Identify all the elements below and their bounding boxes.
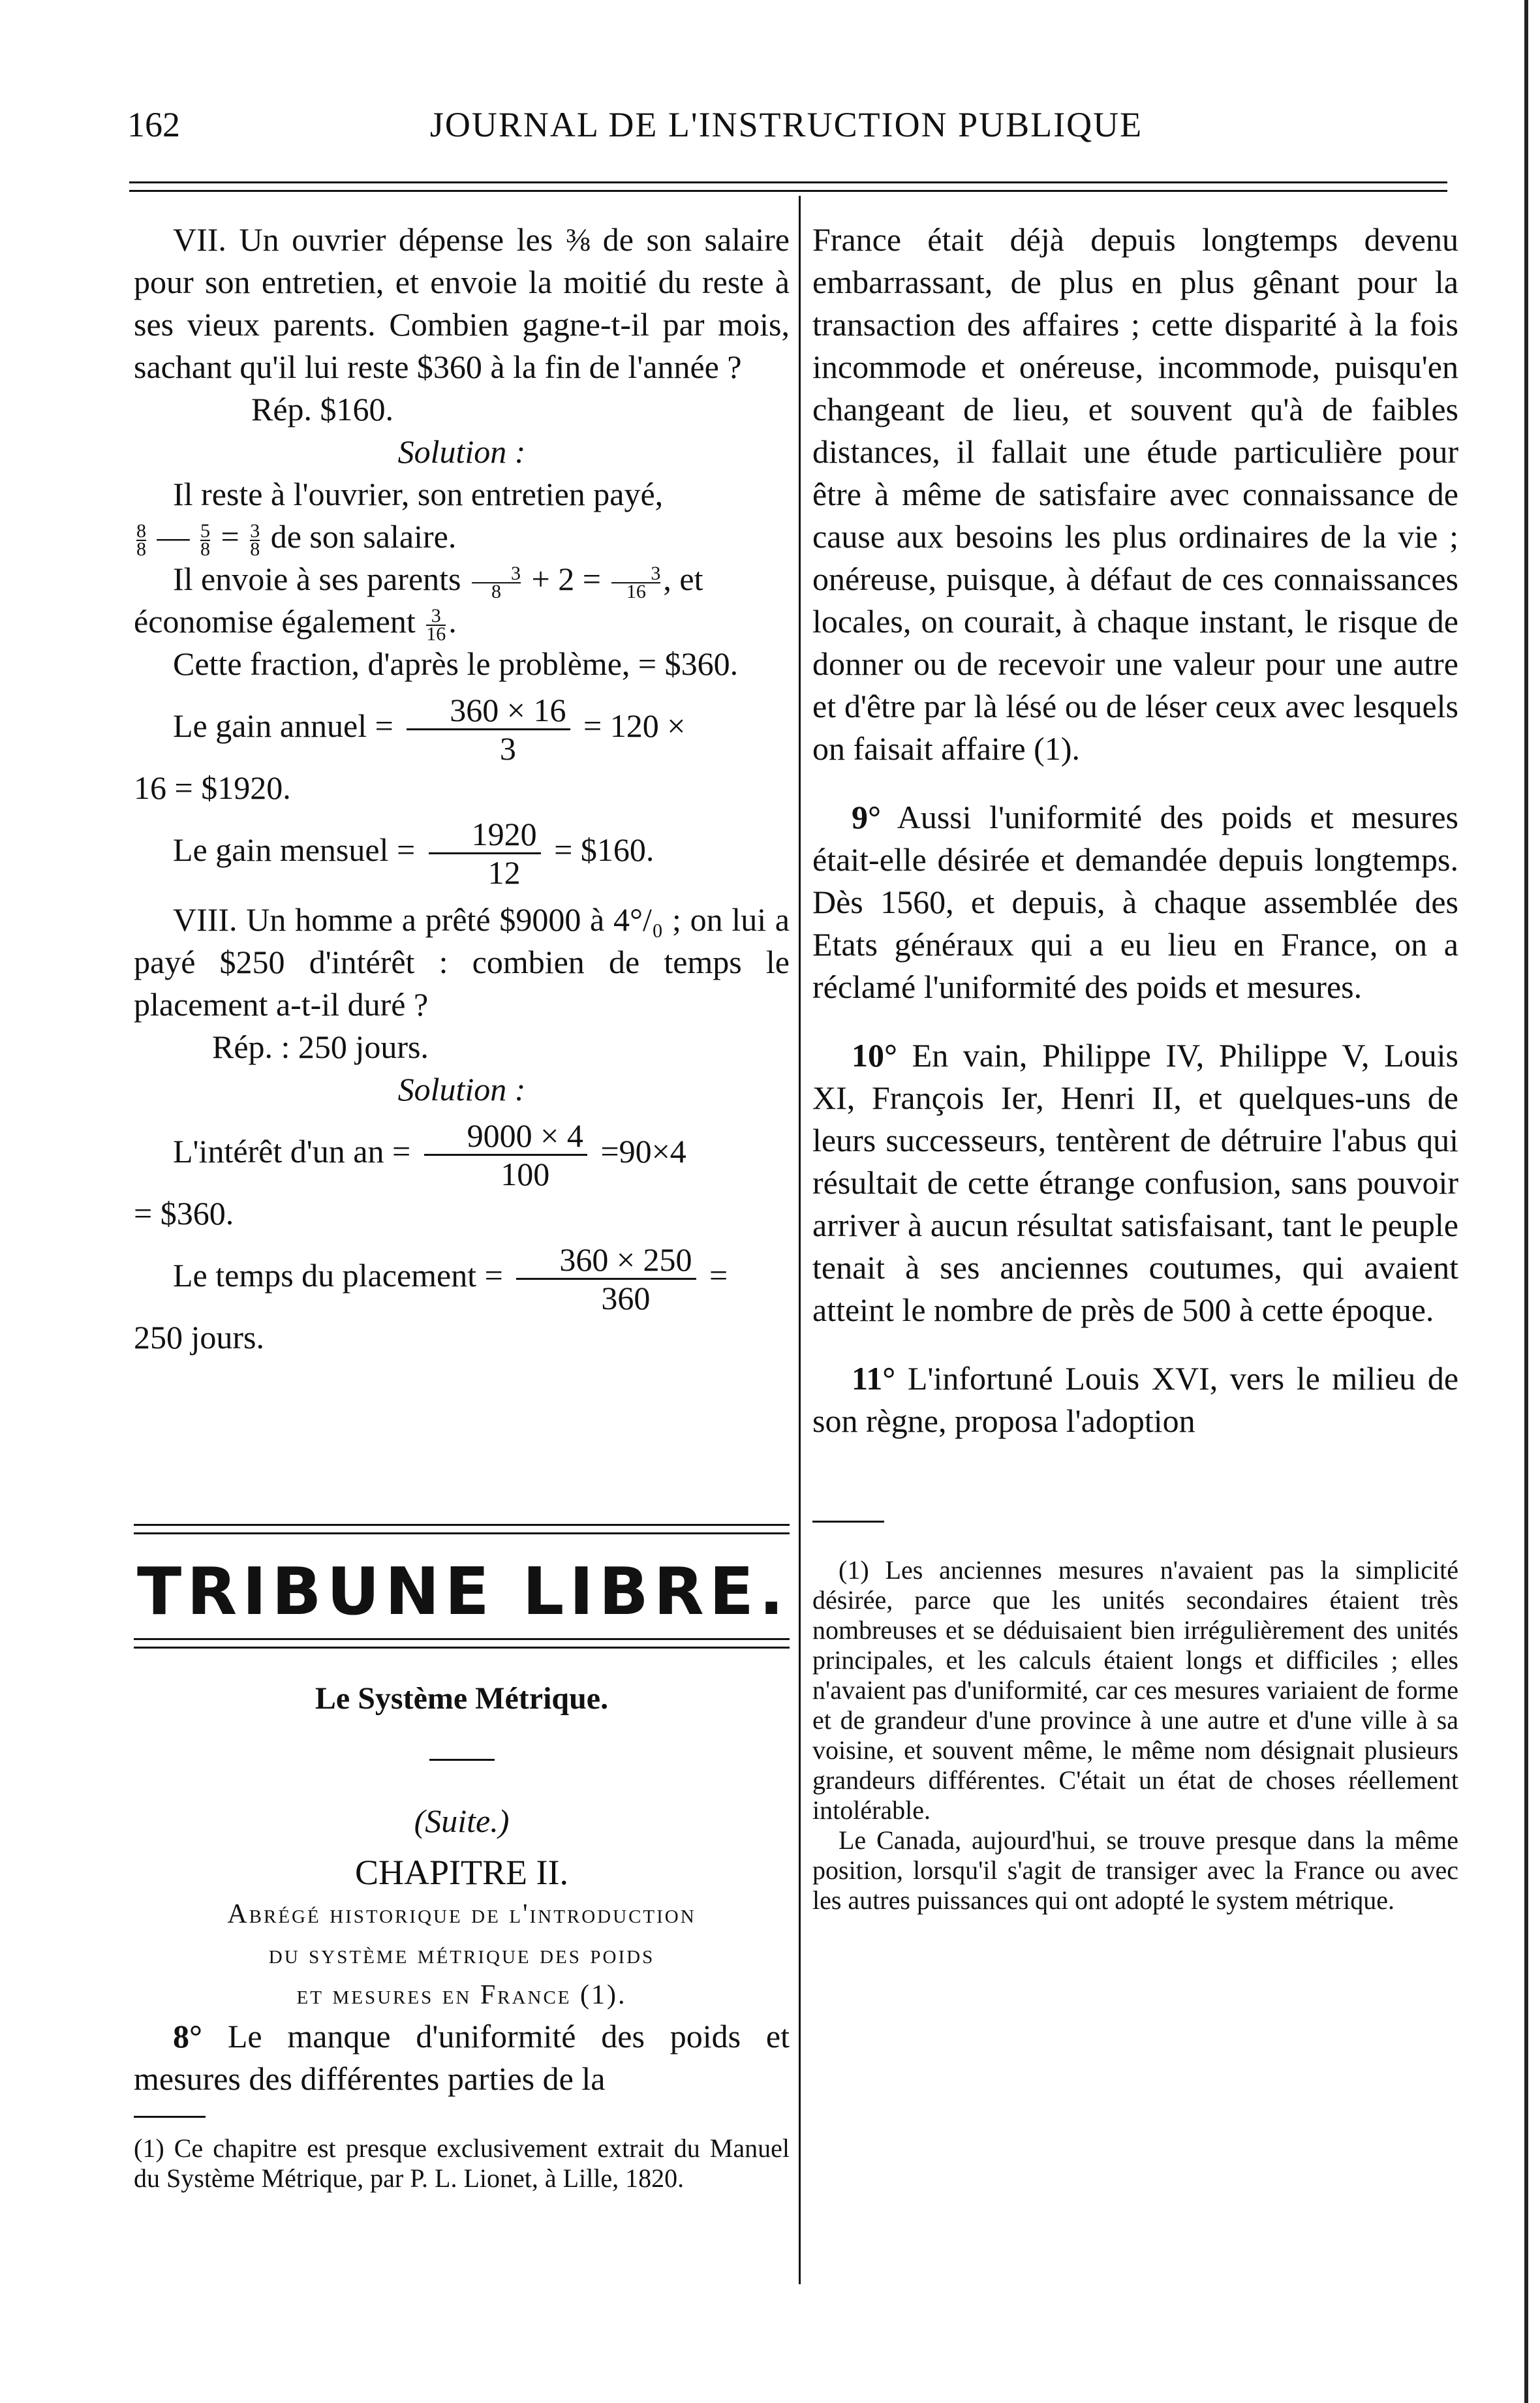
gain-mensuel-numerator: 1920 bbox=[429, 816, 541, 854]
answer-vii: Rép. $160. bbox=[251, 391, 394, 427]
temps-denominator: 360 bbox=[601, 1280, 651, 1316]
paragraph-8 bbox=[134, 2015, 790, 2100]
paragraph-8-text: Le manque d'uniformité des poids et mesures des différentes parties de la bbox=[134, 2018, 790, 2097]
gain-annuel-rest: = 120 × bbox=[583, 707, 686, 744]
solution-text-2: Il envoie à ses parents bbox=[173, 561, 461, 597]
solution-line-1: Il reste à l'ouvrier, son entretien payé, bbox=[173, 476, 664, 512]
tribune-top-rule bbox=[134, 1524, 790, 1534]
chapter-subtitle-2: du système métrique des poids bbox=[268, 1940, 655, 1970]
right-footnote-2: Le Canada, aujourd'hui, se trouve presque dans la même position, lorsqu'il s'agit de transiger avec la France ou avec les autres puissances qui ont adopté le system métrique. bbox=[812, 1825, 1458, 1915]
problem-vii: VII. Un ouvrier dépense les ⅜ de son salaire pour son entretien, et envoie la moitié du reste à ses vieux parents. Combien gagne-t-il par mois, sachant qu'il lui reste $360 à la fin de l'année ? bbox=[134, 221, 790, 385]
temps-equation bbox=[134, 1241, 790, 1316]
left-footnote-rule bbox=[134, 2116, 206, 2118]
chapter-subtitle-3: et mesures en France (1). bbox=[296, 1980, 627, 2010]
solution-text-2c: , et bbox=[663, 561, 703, 597]
chapter-title: CHAPITRE II. bbox=[355, 1853, 568, 1892]
section-title: Le Système Métrique. bbox=[315, 1681, 609, 1716]
temps-result: 250 jours. bbox=[134, 1319, 264, 1356]
tribune-bottom-rule bbox=[134, 1638, 790, 1649]
column-divider bbox=[799, 196, 801, 2284]
answer-viii: Rép. : 250 jours. bbox=[212, 1029, 429, 1065]
gain-annuel-result: 16 = $1920. bbox=[134, 769, 291, 806]
suite-label: (Suite.) bbox=[414, 1803, 510, 1839]
solution-label-viii: Solution : bbox=[397, 1071, 526, 1108]
paragraph-11-number: 11° bbox=[852, 1360, 896, 1397]
paragraph-11 bbox=[812, 1357, 1458, 1442]
paragraph-9-text: Aussi l'uniformité des poids et mesures était-elle désirée et demandée depuis longtemps. Dès 1560, et depuis, à chaque assemblée des Etats généraux qui a eu lieu en France, on a réclamé l'uniformité des poids et mesures. bbox=[812, 799, 1458, 1005]
solution-text-1b: de son salaire. bbox=[270, 518, 457, 555]
interet-fraction bbox=[424, 1117, 587, 1192]
gain-annuel-fraction bbox=[407, 692, 570, 767]
solution-label-vii: Solution : bbox=[397, 433, 526, 470]
paragraph-10-number: 10° bbox=[852, 1037, 897, 1074]
solution-line-1b: $\frac{8}{8}$ — $\frac{5}{8}$ = $\frac{3}{8}$ de son salaire. bbox=[136, 518, 457, 560]
paragraph-10 bbox=[812, 1034, 1458, 1331]
paragraph-8-number: 8° bbox=[173, 2018, 202, 2054]
solution-text-2b: + 2 = bbox=[531, 561, 601, 597]
solution-line-3: Cette fraction, d'après le problème, = $360. bbox=[173, 645, 739, 682]
left-column bbox=[134, 219, 790, 1359]
right-footnote-1: (1) Les anciennes mesures n'avaient pas la simplicité désirée, parce que les unités secondaires étaient très nombreuses et se déduisaient bien irrégulièrement des unités principales, et les calculs étaient longs et difficiles ; elles n'avaient pas d'uniformité, car ces mesures variaient de forme et de grandeur d'une province à une autre et d'une ville à sa voisine, et souvent même, le même nom désignait plusieurs grandeurs différentes. C'était un état de choses réellement intolérable. bbox=[812, 1555, 1458, 1825]
paragraph-9 bbox=[812, 796, 1458, 1008]
interet-denominator: 100 bbox=[501, 1156, 550, 1192]
chapter-subtitle-1: Abrégé historique de l'introduction bbox=[227, 1899, 696, 1929]
interet-equation bbox=[134, 1117, 790, 1192]
paragraph-11-text: L'infortuné Louis XVI, vers le milieu de son règne, proposa l'adoption bbox=[812, 1360, 1459, 1439]
interet-label: L'intérêt d'un an = bbox=[173, 1132, 411, 1170]
gain-mensuel-label: Le gain mensuel = bbox=[173, 831, 416, 868]
page-edge-rule bbox=[1524, 0, 1528, 2403]
gain-annuel-denominator: 3 bbox=[499, 730, 516, 767]
gain-mensuel-denominator: 12 bbox=[487, 854, 521, 891]
temps-label: Le temps du placement = bbox=[173, 1256, 503, 1294]
tribune-heading: TRIBUNE LIBRE. bbox=[137, 1553, 790, 1630]
right-footnote-rule bbox=[812, 1521, 884, 1523]
left-column-lower bbox=[134, 1677, 790, 2194]
solution-text-2d: économise également bbox=[134, 603, 416, 640]
interet-numerator: 9000 × 4 bbox=[424, 1117, 587, 1156]
paragraph-9-number: 9° bbox=[852, 799, 881, 835]
temps-numerator: 360 × 250 bbox=[516, 1241, 696, 1280]
gain-annuel-label: Le gain annuel = bbox=[173, 707, 393, 744]
running-header bbox=[127, 104, 1445, 150]
continued-paragraph: France était déjà depuis longtemps devenu embarrassant, de plus en plus gênant pour la transaction des affaires ; cette disparité à la fois incommode et onéreuse, incommode, puisqu'en changeant de lieu, et souvent qu'à de faibles distances, il fallait une étude particulière pour être à même de satisfaire avec connaissance de cause aux besoins les plus ordinaires de la vie ; onéreuse, puisque, à défaut de ces connaissances locales, on courait, à chaque instant, le risque de donner ou de recevoir une valeur pour une autre et d'être par là lésé ou de léser ceux avec lesquels on faisait affaire (1). bbox=[812, 221, 1458, 767]
temps-rest: = bbox=[709, 1256, 728, 1294]
paragraph-10-text: En vain, Philippe IV, Philippe V, Louis XI, François Ier, Henri II, et quelques-uns de leurs successeurs, tentèrent de détruire l'abus qui résultait de cette étrange confusion, sans pouvoir arriver à aucun résultat satisfaisant, tant le peuple tenait à ses anciennes coutumes, qui avaient atteint le nombre de près de 500 à cette époque. bbox=[812, 1037, 1458, 1328]
problem-viii: VIII. Un homme a prêté $9000 à 4°/₀ ; on lui a payé $250 d'intérêt : combien de temps le placement a-t-il duré ? bbox=[134, 901, 790, 1023]
section-rule bbox=[429, 1759, 495, 1761]
left-footnote: (1) Ce chapitre est presque exclusivement extrait du Manuel du Système Métrique, par P. L. Lionet, à Lille, 1820. bbox=[134, 2133, 790, 2193]
right-column bbox=[812, 219, 1458, 1915]
interet-rest: =90×4 bbox=[600, 1132, 686, 1170]
temps-fraction bbox=[516, 1241, 696, 1316]
page-number: 162 bbox=[127, 105, 180, 144]
header-rule bbox=[129, 181, 1447, 192]
gain-mensuel-equation bbox=[134, 816, 790, 891]
gain-mensuel-rest: = $160. bbox=[554, 831, 654, 868]
gain-annuel-numerator: 360 × 16 bbox=[407, 692, 570, 730]
interet-result: = $360. bbox=[134, 1195, 234, 1232]
solution-line-2: Il envoie à ses parents $\frac{3}{8} + 2$ = $\frac{3}{16}$, et bbox=[173, 561, 703, 602]
gain-annuel-equation bbox=[134, 692, 790, 767]
solution-line-2d: économise également $\frac{3}{16}$. bbox=[134, 603, 457, 645]
gain-mensuel-fraction bbox=[429, 816, 541, 891]
journal-title: JOURNAL DE L'INSTRUCTION PUBLIQUE bbox=[429, 105, 1143, 144]
